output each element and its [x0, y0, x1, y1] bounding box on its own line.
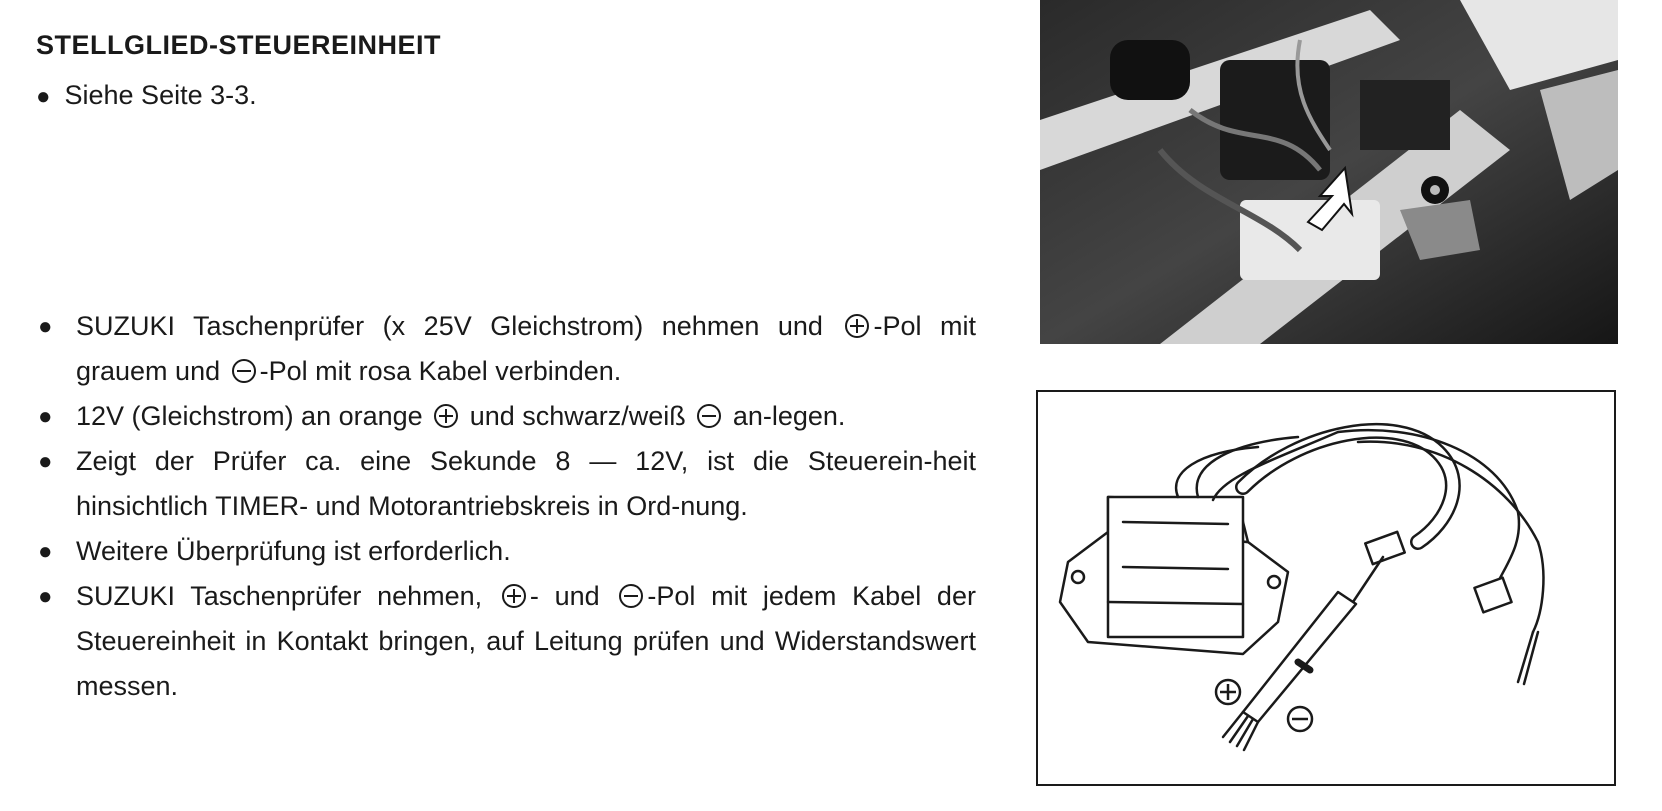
step-2-text-a: 12V (Gleichstrom) an orange	[76, 401, 423, 431]
step-5-text-a: SUZUKI Taschenprüfer nehmen,	[76, 581, 483, 611]
bullet: ●	[36, 83, 51, 110]
step-2	[36, 394, 976, 439]
step-1	[36, 304, 976, 394]
step-4-text: Weitere Überprüfung ist erforderlich.	[76, 536, 511, 566]
step-1-text-c: -Pol mit rosa Kabel verbinden.	[259, 356, 622, 386]
section-heading: STELLGLIED-STEUEREINHEIT	[36, 30, 442, 60]
step-1-text-a: SUZUKI Taschenprüfer (x 25V Gleichstrom) nehmen und	[76, 311, 823, 341]
bullet: ●	[38, 313, 53, 340]
minus-terminal-icon	[697, 404, 721, 428]
plus-terminal-icon	[434, 404, 458, 428]
bullet: ●	[38, 583, 53, 610]
step-5-text-b: - und	[529, 581, 600, 611]
bullet: ●	[38, 403, 53, 430]
control-unit-icon	[1060, 497, 1288, 654]
see-reference	[36, 78, 916, 114]
step-2-text-b: und schwarz/weiß	[469, 401, 686, 431]
minus-terminal-icon	[619, 584, 643, 608]
diagram-drawing	[1038, 392, 1614, 784]
bullet: ●	[38, 538, 53, 565]
see-reference-text: Siehe Seite 3-3.	[64, 80, 257, 110]
plus-terminal-icon	[502, 584, 526, 608]
step-4	[36, 529, 976, 574]
step-3	[36, 439, 976, 529]
step-1-text-b: -Pol mit grauem und	[76, 311, 976, 386]
procedure-steps	[36, 304, 976, 709]
minus-terminal-icon	[1288, 707, 1312, 731]
step-5	[36, 574, 976, 709]
step-3-text: Zeigt der Prüfer ca. eine Sekunde 8 — 12V, ist die Steuerein-heit hinsichtlich TIMER- und Motorantriebskreis in Ord-nung.	[76, 446, 976, 521]
plus-terminal-icon	[845, 314, 869, 338]
step-5-text-c: -Pol mit jedem Kabel der Steuereinheit in Kontakt bringen, auf Leitung prüfen und Widerstandswert messen.	[76, 581, 976, 701]
plus-terminal-icon	[1216, 680, 1240, 704]
control-unit-diagram	[1036, 390, 1616, 786]
engine-bay-photo	[1040, 0, 1618, 344]
bullet: ●	[38, 448, 53, 475]
step-2-text-c: an-legen.	[732, 401, 846, 431]
minus-terminal-icon	[232, 359, 256, 383]
